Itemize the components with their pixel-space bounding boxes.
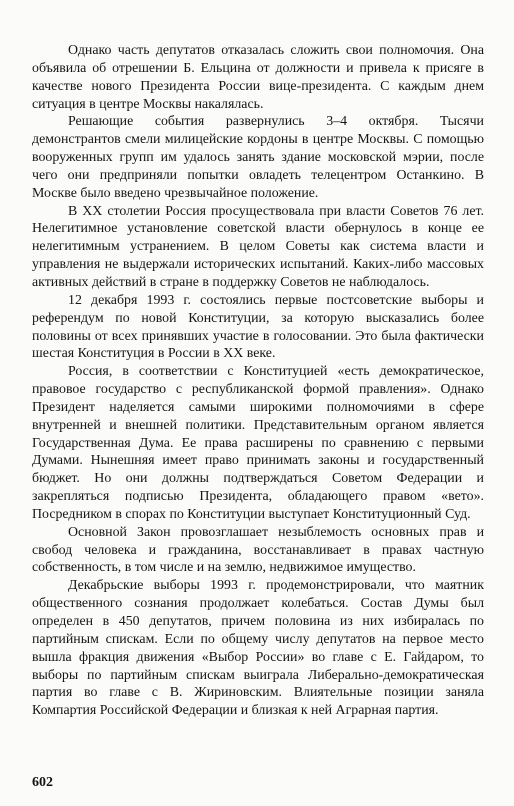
- body-text: [32, 42, 484, 720]
- paragraph-7: Декабрьские выборы 1993 г. продемонстрировали, что маятник общественного сознания продолжает колебаться. Состав Думы был определен в 450 депутатов, причем половина из них избиралась по партийным спискам. Если по общему числу депутатов на первое место вышла фракция движения «Выбор России» во главе с Е. Гайдаром, то выборы по партийным спискам выиграла Либерально-демократическая партия во главе с В. Жириновским. Влиятельные позиции заняла Компартия Российской Федерации и близкая к ней Аграрная партия.: [32, 578, 484, 719]
- paragraph-5: Россия, в соответствии с Конституцией «есть демократическое, правовое государство с республиканской формой правления». Однако Президент наделяется самыми широкими полномочиями в сфере внутренней и внешней политики. Представительным органом является Государственная Дума. Ее права расширены по сравнению с первыми Думами. Нынешняя имеет право принимать законы и государственный бюджет. Но они должны подтверждаться Советом Федерации и закрепляться подписью Президента, обладающего правом «вето». Посредником в спорах по Конституции выступает Конституционный Суд.: [32, 364, 484, 522]
- paragraph-6: Основной Закон провозглашает незыблемость основных прав и свобод человека и гражданина, восстанавливает в правах частную собственность, в том числе и на землю, недвижимое имущество.: [32, 524, 484, 576]
- page-number: 602: [32, 775, 53, 790]
- paragraph-4: 12 декабря 1993 г. состоялись первые постсоветские выборы и референдум по новой Конституции, за которую высказались более половины от всех принявших участие в голосовании. Это была фактически шестая Конституция в России в XX веке.: [32, 292, 484, 362]
- paragraph-3: В XX столетии Россия просуществовала при власти Советов 76 лет. Нелегитимное установление советской власти обернулось в конце ее нелегитимным устранением. В целом Советы как система власти и управления не выдержали исторических испытаний. Каких-либо массовых активных действий в стране в поддержку Советов не наблюдалось.: [32, 203, 484, 290]
- paragraph-1: Однако часть депутатов отказалась сложить свои полномочия. Она объявила об отрешении Б. Ельцина от должности и привела к присяге в качестве нового Президента России вице-президента. С каждым днем ситуация в центре Москвы накалялась.: [32, 43, 484, 112]
- paragraph-2: Решающие события развернулись 3–4 октября. Тысячи демонстрантов смели милицейские кордоны в центре Москвы. С помощью вооруженных групп им удалось занять здание московской мэрии, после чего они предприняли попытки овладеть телецентром Останкино. В Москве было введено чрезвычайное положение.: [32, 114, 484, 201]
